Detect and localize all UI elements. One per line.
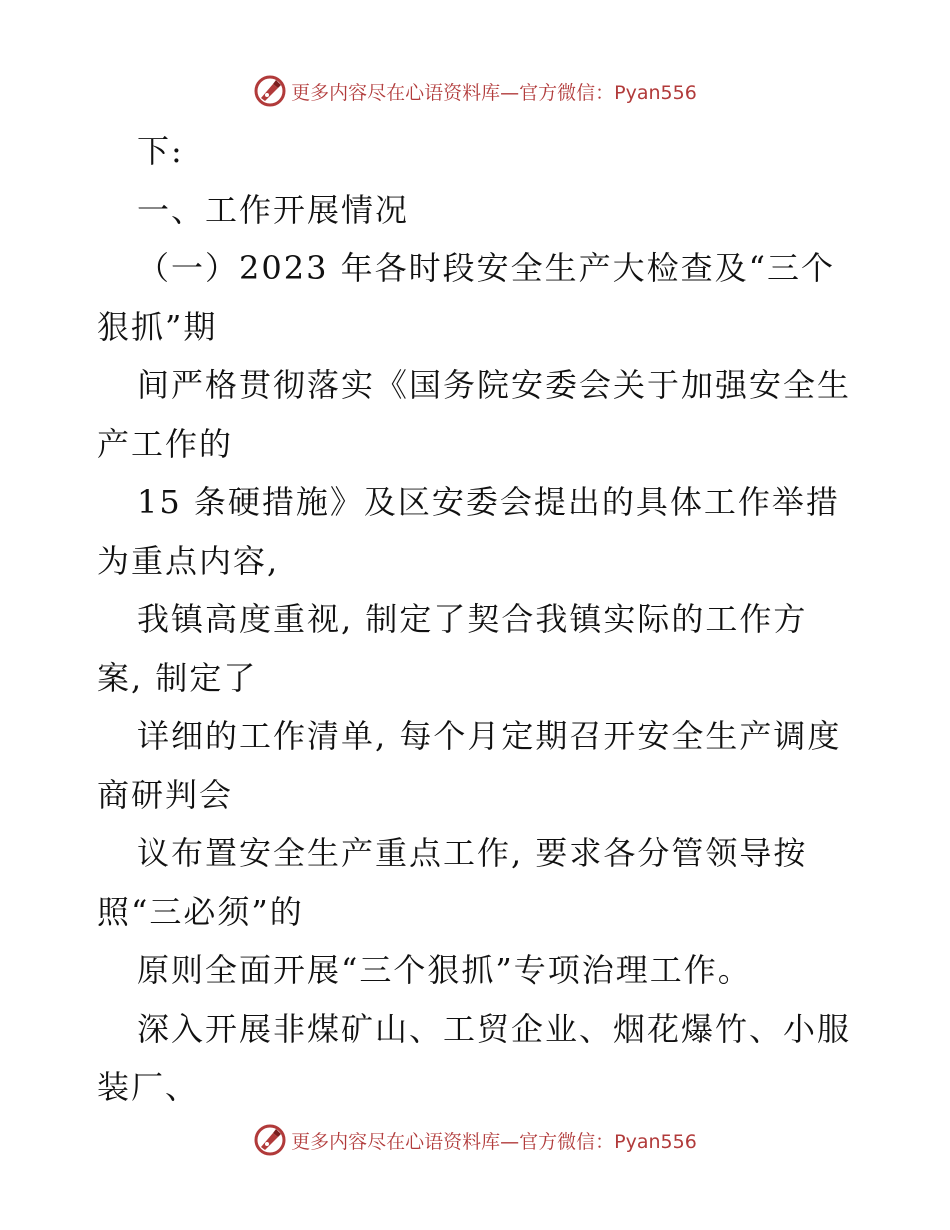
text-line: 详细的工作清单, 每个月定期召开安全生产调度 <box>137 717 842 755</box>
pen-nib-logo-icon <box>253 74 287 108</box>
text-line: 狠抓”期 <box>97 307 218 346</box>
watermark-text: 更多内容尽在心语资料库—官方微信：Pyan556 <box>291 81 697 104</box>
text-line: 为重点内容, <box>97 541 280 580</box>
text-line: 原则全面开展“三个狠抓”专项治理工作。 <box>137 951 752 989</box>
footer-watermark <box>0 1120 950 1160</box>
section-heading: 一、工作开展情况 <box>137 190 410 229</box>
text-line: 深入开展非煤矿山、工贸企业、烟花爆竹、小服 <box>137 1009 852 1048</box>
text-line: 产工作的 <box>97 424 234 463</box>
header-watermark <box>0 71 950 111</box>
text-line: 间严格贯彻落实《国务院安委会关于加强安全生 <box>137 366 852 404</box>
text-line: 装厂、 <box>97 1068 200 1106</box>
text-line: 照“三必须”的 <box>97 892 304 931</box>
text-line: （一）2023 年各时段安全生产大检查及“三个 <box>137 249 835 287</box>
text-line: 议布置安全生产重点工作, 要求各分管领导按 <box>137 834 808 872</box>
watermark-text: 更多内容尽在心语资料库—官方微信：Pyan556 <box>291 1130 697 1153</box>
text-line: 案, 制定了 <box>97 658 258 697</box>
text-line: 15 条硬措施》及区安委会提出的具体工作举措 <box>137 483 840 521</box>
document-body <box>97 122 867 1117</box>
text-line: 下: <box>137 132 184 170</box>
text-line: 商研判会 <box>97 775 234 814</box>
pen-nib-logo-icon <box>253 1123 287 1157</box>
text-line: 我镇高度重视, 制定了契合我镇实际的工作方 <box>137 600 808 638</box>
